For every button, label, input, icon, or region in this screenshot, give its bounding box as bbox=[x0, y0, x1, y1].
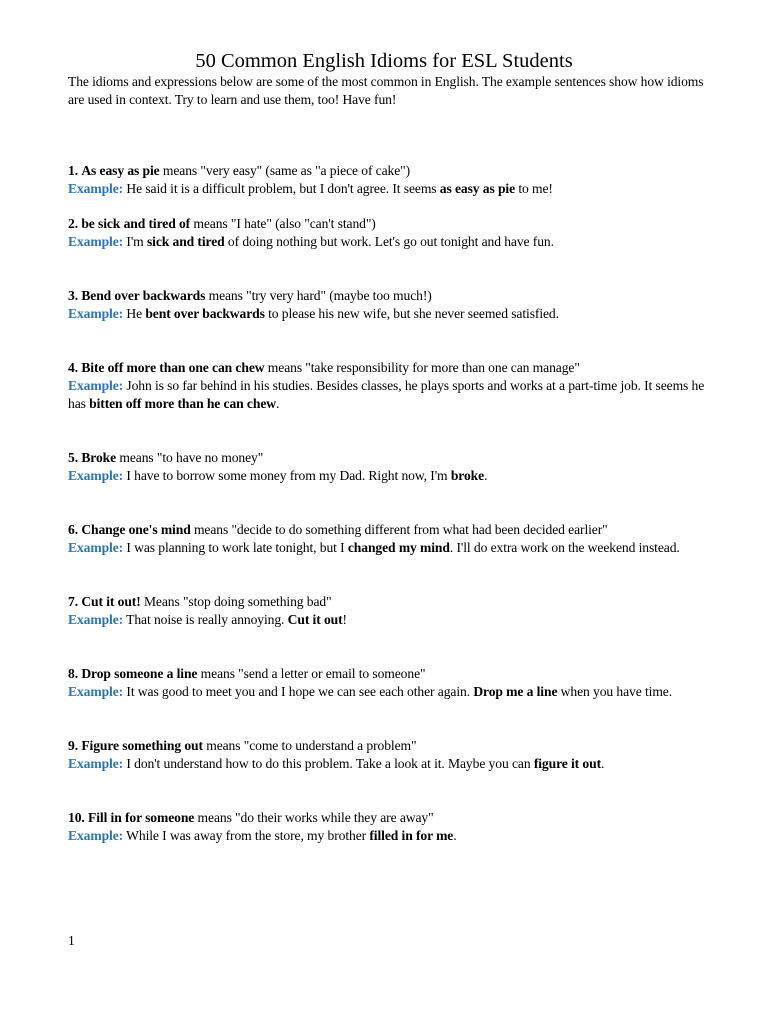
page-title: 50 Common English Idioms for ESL Students bbox=[195, 50, 573, 72]
example-idiom: Drop me a line bbox=[473, 684, 558, 699]
example-label: Example: bbox=[68, 540, 124, 555]
idiom-entry bbox=[68, 809, 728, 845]
idiom-number: 4. bbox=[68, 360, 78, 375]
idiom-definition: means "do their works while they are away" bbox=[194, 810, 434, 825]
idiom-entry bbox=[68, 215, 728, 251]
idiom-definition-line bbox=[68, 287, 728, 305]
idiom-number: 2. bbox=[68, 216, 78, 231]
idiom-term: Fill in for someone bbox=[88, 810, 195, 825]
idiom-term: Cut it out! bbox=[81, 594, 141, 609]
example-label: Example: bbox=[68, 468, 124, 483]
idiom-term: Bend over backwards bbox=[81, 288, 206, 303]
idiom-definition: means "very easy" (same as "a piece of cake") bbox=[159, 163, 411, 178]
idiom-number: 1. bbox=[68, 163, 78, 178]
idiom-definition: means "try very hard" (maybe too much!) bbox=[205, 288, 432, 303]
example-label: Example: bbox=[68, 181, 124, 196]
idiom-definition-line bbox=[68, 521, 728, 539]
idiom-definition-line bbox=[68, 359, 728, 377]
example-text: I'm bbox=[123, 234, 147, 249]
idiom-number: 5. bbox=[68, 450, 78, 465]
idiom-entry bbox=[68, 521, 728, 557]
example-idiom: changed my mind bbox=[347, 540, 450, 555]
idiom-term: As easy as pie bbox=[81, 163, 160, 178]
idiom-example-line bbox=[68, 683, 708, 701]
example-text-end: . I'll do extra work on the weekend instead. bbox=[449, 540, 680, 555]
example-text-end: to please his new wife, but she never seemed satisfied. bbox=[264, 306, 559, 321]
idiom-list bbox=[68, 162, 728, 845]
idiom-definition-line bbox=[68, 215, 728, 233]
idiom-definition: Means "stop doing something bad" bbox=[140, 594, 332, 609]
idiom-definition: means "take responsibility for more than one can manage" bbox=[264, 360, 580, 375]
idiom-example-line bbox=[68, 377, 708, 413]
idiom-definition: means "decide to do something different from what had been decided earlier" bbox=[190, 522, 608, 537]
idiom-number: 10. bbox=[68, 810, 85, 825]
example-text-end: ! bbox=[342, 612, 347, 627]
idiom-number: 3. bbox=[68, 288, 78, 303]
idiom-entry bbox=[68, 287, 728, 323]
example-text: I was planning to work late tonight, but I bbox=[123, 540, 348, 555]
idiom-term: Broke bbox=[81, 450, 117, 465]
idiom-entry bbox=[68, 665, 728, 701]
example-text-end: . bbox=[601, 756, 605, 771]
example-text: John is so far behind in his studies. Besides classes, he plays sports and works at a part-time job. It seems he has bbox=[68, 378, 705, 411]
example-idiom: bent over backwards bbox=[145, 306, 265, 321]
idiom-definition-line bbox=[68, 449, 728, 467]
example-label: Example: bbox=[68, 306, 124, 321]
idiom-example-line bbox=[68, 611, 728, 629]
idiom-term: Change one's mind bbox=[81, 522, 191, 537]
example-text: That noise is really annoying. bbox=[123, 612, 288, 627]
example-idiom: broke bbox=[450, 468, 485, 483]
idiom-entry bbox=[68, 162, 728, 198]
idiom-definition-line bbox=[68, 593, 728, 611]
idiom-entry bbox=[68, 359, 728, 413]
example-idiom: bitten off more than he can chew bbox=[89, 396, 276, 411]
example-label: Example: bbox=[68, 378, 124, 393]
example-label: Example: bbox=[68, 612, 124, 627]
idiom-number: 7. bbox=[68, 594, 78, 609]
example-text: He bbox=[123, 306, 146, 321]
idiom-number: 8. bbox=[68, 666, 78, 681]
example-label: Example: bbox=[68, 828, 124, 843]
idiom-term: Drop someone a line bbox=[81, 666, 198, 681]
idiom-example-line bbox=[68, 755, 728, 773]
idiom-number: 9. bbox=[68, 738, 78, 753]
example-label: Example: bbox=[68, 234, 124, 249]
idiom-term: Bite off more than one can chew bbox=[81, 360, 265, 375]
example-text: While I was away from the store, my brother bbox=[123, 828, 370, 843]
idiom-entry bbox=[68, 593, 728, 629]
idiom-example-line bbox=[68, 467, 728, 485]
intro-paragraph: The idioms and expressions below are some of the most common in English. The example sentences show how idioms are used in context. Try to learn and use them, too! Have fun! bbox=[68, 74, 704, 107]
idiom-term: be sick and tired of bbox=[81, 216, 191, 231]
example-text-end: to me! bbox=[515, 181, 553, 196]
idiom-definition: means "to have no money" bbox=[116, 450, 264, 465]
example-idiom: figure it out bbox=[533, 756, 601, 771]
idiom-example-line bbox=[68, 180, 728, 198]
example-text: It was good to meet you and I hope we can see each other again. bbox=[123, 684, 474, 699]
example-text-end: of doing nothing but work. Let's go out tonight and have fun. bbox=[224, 234, 554, 249]
idiom-definition-line bbox=[68, 809, 728, 827]
idiom-example-line bbox=[68, 305, 728, 323]
idiom-definition-line bbox=[68, 162, 728, 180]
idiom-definition-line bbox=[68, 665, 728, 683]
example-idiom: sick and tired bbox=[146, 234, 225, 249]
example-text-end: . bbox=[275, 396, 280, 411]
idiom-definition-line bbox=[68, 737, 728, 755]
idiom-definition: means "I hate" (also "can't stand") bbox=[190, 216, 376, 231]
idiom-number: 6. bbox=[68, 522, 78, 537]
example-text: I don't understand how to do this problem. Take a look at it. Maybe you can bbox=[123, 756, 534, 771]
example-text-end: . bbox=[453, 828, 457, 843]
page-number: 1 bbox=[68, 933, 75, 948]
idiom-example-line bbox=[68, 233, 728, 251]
example-idiom: Cut it out bbox=[287, 612, 343, 627]
example-text: He said it is a difficult problem, but I don't agree. It seems bbox=[123, 181, 440, 196]
idiom-definition: means "come to understand a problem" bbox=[202, 738, 417, 753]
example-label: Example: bbox=[68, 756, 124, 771]
idiom-definition: means "send a letter or email to someone" bbox=[197, 666, 426, 681]
example-text-end: . bbox=[484, 468, 488, 483]
example-text: I have to borrow some money from my Dad. Right now, I'm bbox=[123, 468, 451, 483]
idiom-term: Figure something out bbox=[81, 738, 203, 753]
idiom-example-line bbox=[68, 827, 728, 845]
example-text-end: when you have time. bbox=[557, 684, 673, 699]
idiom-entry bbox=[68, 449, 728, 485]
example-idiom: filled in for me bbox=[369, 828, 454, 843]
example-idiom: as easy as pie bbox=[439, 181, 516, 196]
idiom-example-line bbox=[68, 539, 708, 557]
idiom-entry bbox=[68, 737, 728, 773]
example-label: Example: bbox=[68, 684, 124, 699]
